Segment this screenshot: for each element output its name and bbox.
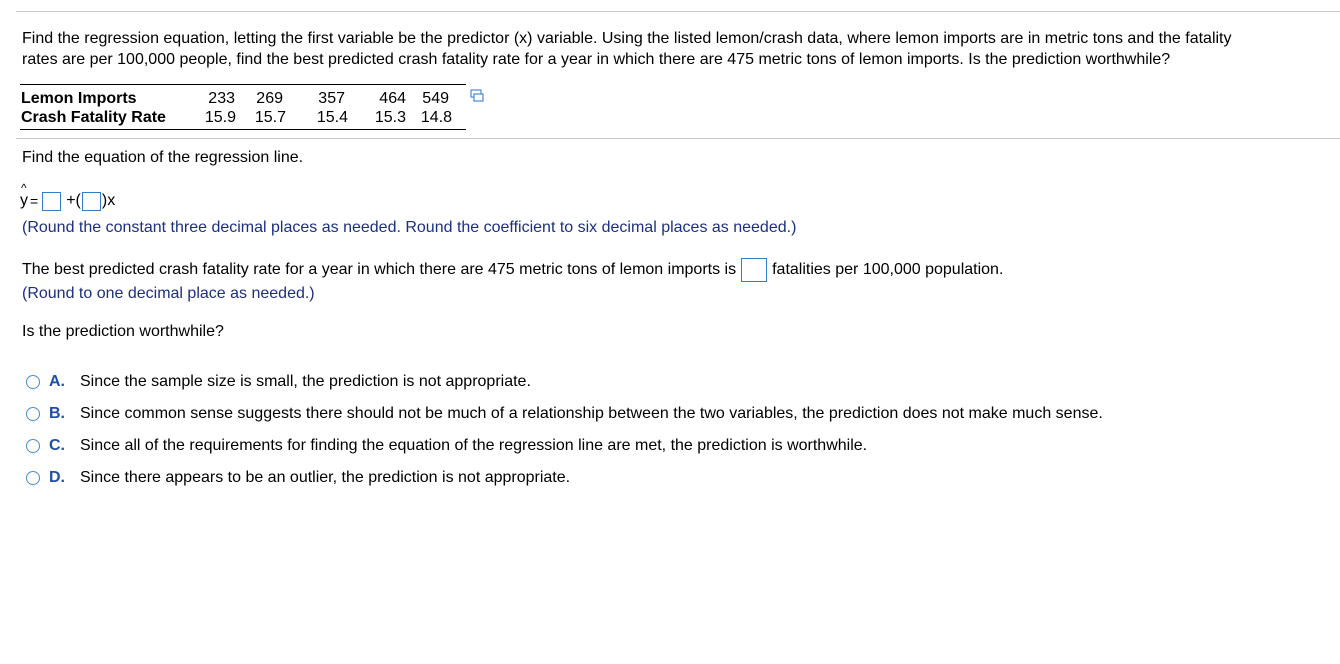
table-cell: 15.4 <box>316 109 348 126</box>
prediction-sentence <box>22 257 1003 283</box>
option-text: Since there appears to be an outlier, the prediction is not appropriate. <box>80 469 571 486</box>
radio-button-a[interactable] <box>26 375 40 389</box>
coefficient-input[interactable] <box>82 192 101 211</box>
option-letter: C. <box>49 437 65 454</box>
prediction-input[interactable] <box>741 258 767 282</box>
table-cell: 15.7 <box>254 109 286 126</box>
option-letter: A. <box>49 373 65 390</box>
row-label-crash-fatality-rate: Crash Fatality Rate <box>21 109 166 126</box>
question-line-1: Find the regression equation, letting the first variable be the predictor (x) variable. Using the listed lemon/crash data, where lemon imports are in metric tons and the fatality <box>22 30 1232 47</box>
radio-button-d[interactable] <box>26 471 40 485</box>
hat-mark: ^ <box>21 181 27 195</box>
option-d[interactable] <box>26 467 570 489</box>
regression-prompt: Find the equation of the regression line. <box>22 149 304 166</box>
table-cell: 464 <box>379 90 406 107</box>
regression-equation <box>20 181 116 213</box>
table-row-crash-fatality-rate <box>20 108 466 128</box>
y-letter: y <box>20 192 28 209</box>
option-letter: B. <box>49 405 65 422</box>
plus-open-paren: +( <box>66 192 81 209</box>
copy-data-icon[interactable] <box>470 89 484 103</box>
question-line-2: rates are per 100,000 people, find the best predicted crash fatality rate for a year in which there are 475 metric tons of lemon imports. Is the prediction worthwhile? <box>22 51 1171 68</box>
data-table <box>20 84 466 130</box>
table-cell: 269 <box>256 90 283 107</box>
prediction-units: fatalities per 100,000 population. <box>772 261 1004 278</box>
option-c[interactable] <box>26 435 867 457</box>
y-hat-symbol <box>20 181 28 210</box>
option-a[interactable] <box>26 371 531 393</box>
table-cell: 233 <box>208 90 235 107</box>
worthwhile-question: Is the prediction worthwhile? <box>22 323 224 340</box>
radio-button-b[interactable] <box>26 407 40 421</box>
radio-button-c[interactable] <box>26 439 40 453</box>
table-cell: 15.3 <box>374 109 406 126</box>
equals-sign: = <box>30 193 39 209</box>
option-text: Since the sample size is small, the prediction is not appropriate. <box>80 373 531 390</box>
option-b[interactable] <box>26 403 1103 425</box>
option-text: Since all of the requirements for finding the equation of the regression line are met, the prediction is worthwhile. <box>80 437 868 454</box>
prediction-prompt: The best predicted crash fatality rate for a year in which there are 475 metric tons of lemon imports is <box>22 261 737 278</box>
table-cell: 549 <box>422 90 449 107</box>
question-text <box>22 28 1338 70</box>
table-row-lemon-imports <box>20 89 466 109</box>
regression-rounding-hint: (Round the constant three decimal places as needed. Round the coefficient to six decimal places as needed.) <box>22 219 797 236</box>
row-label-lemon-imports: Lemon Imports <box>21 90 137 107</box>
table-cell: 15.9 <box>204 109 236 126</box>
top-divider <box>16 11 1340 12</box>
table-cell: 357 <box>318 90 345 107</box>
section-divider <box>16 138 1340 139</box>
option-letter: D. <box>49 469 65 486</box>
table-cell: 14.8 <box>420 109 452 126</box>
option-text: Since common sense suggests there should not be much of a relationship between the two variables, the prediction does not make much sense. <box>80 405 1103 422</box>
close-paren-x: )x <box>101 192 116 209</box>
constant-input[interactable] <box>42 192 61 211</box>
prediction-rounding-hint: (Round to one decimal place as needed.) <box>22 285 315 302</box>
